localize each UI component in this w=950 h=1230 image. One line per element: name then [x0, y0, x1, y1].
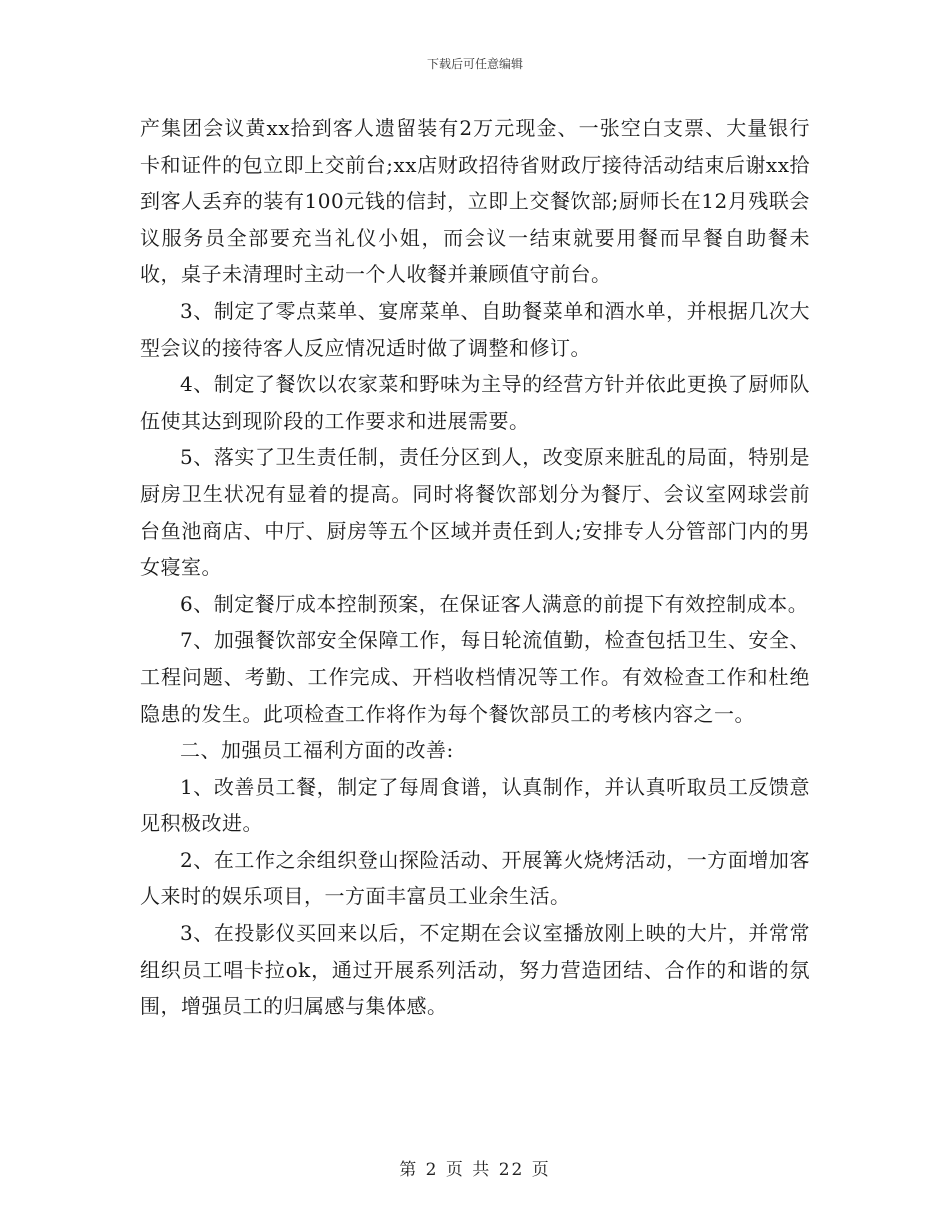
paragraph-continuation: 产集团会议黄xx拾到客人遗留装有2万元现金、一张空白支票、大量银行卡和证件的包立即上交前台;xx店财政招待省财政厅接待活动结束后谢xx拾到客人丢弃的装有100元钱的信封，立即上交餐饮部;厨师长在12月残联会议服务员全部要充当礼仪小姐，而会议一结束就要用餐而早餐自助餐未收，桌子未清理时主动一个人收餐并兼顾值守前台。	[140, 116, 810, 287]
paragraph-item-4-policy: 4、制定了餐饮以农家菜和野味为主导的经营方针并依此更换了厨师队伍使其达到现阶段的工作要求和进展需要。	[140, 372, 810, 433]
paragraph-welfare-3-projector: 3、在投影仪买回来以后，不定期在会议室播放刚上映的大片，并常常组织员工唱卡拉ok，通过开展系列活动，努力营造团结、合作的和谐的氛围，增强员工的归属感与集体感。	[140, 921, 810, 1019]
section-heading-welfare: 二、加强员工福利方面的改善:	[180, 738, 454, 763]
page-number: 第 2 页 共 22 页	[399, 1160, 551, 1180]
page-header-note: 下载后可任意编辑	[426, 57, 523, 71]
paragraph-welfare-2-activities: 2、在工作之余组织登山探险活动、开展篝火烧烤活动，一方面增加客人来时的娱乐项目，一方面丰富员工业余生活。	[140, 847, 810, 909]
document-body	[140, 110, 810, 1025]
paragraph-welfare-1-meals: 1、改善员工餐，制定了每周食谱，认真制作，并认真听取员工反馈意见积极改进。	[140, 774, 810, 836]
paragraph-item-5-hygiene: 5、落实了卫生责任制，责任分区到人，改变原来脏乱的局面，特别是厨房卫生状况有显着的提高。同时将餐饮部划分为餐厅、会议室网球尝前台鱼池商店、中厅、厨房等五个区域并责任到人;安排专人分管部门内的男女寝室。	[140, 445, 810, 580]
paragraph-item-7-safety: 7、加强餐饮部安全保障工作，每日轮流值勤，检查包括卫生、安全、工程问题、考勤、工作完成、开档收档情况等工作。有效检查工作和杜绝隐患的发生。此项检查工作将作为每个餐饮部员工的考核内容之一。	[140, 628, 810, 726]
paragraph-item-3-menus: 3、制定了零点菜单、宴席菜单、自助餐菜单和酒水单，并根据几次大型会议的接待客人反应情况适时做了调整和修订。	[140, 298, 810, 360]
paragraph-item-6-cost: 6、制定餐厅成本控制预案，在保证客人满意的前提下有效控制成本。	[180, 591, 809, 616]
